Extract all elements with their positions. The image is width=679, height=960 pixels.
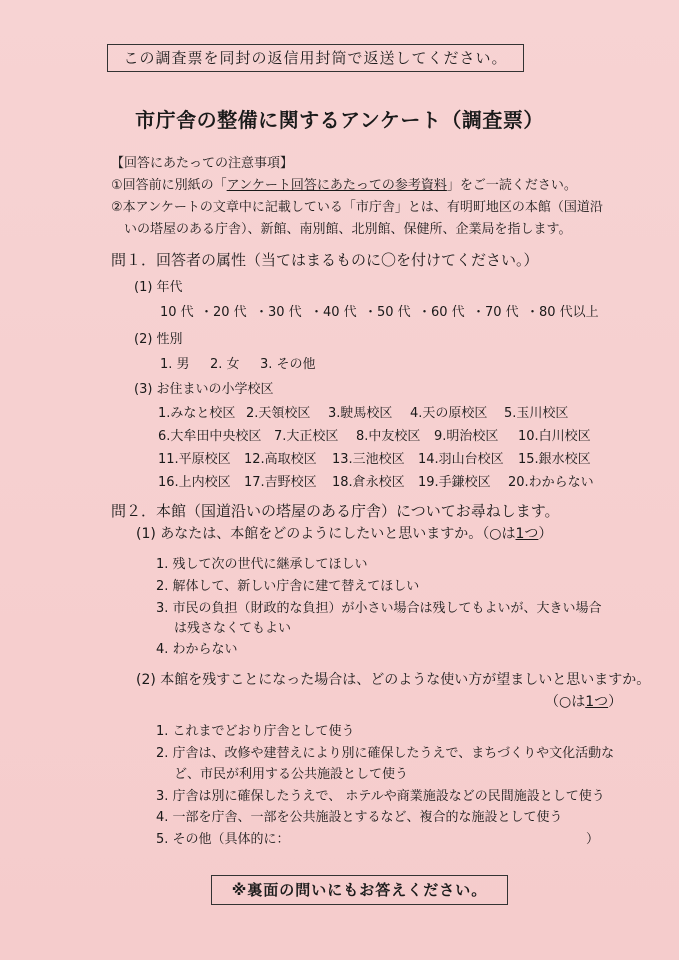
school-option[interactable]: 18.倉永校区: [332, 475, 405, 490]
q2-sub2-note-close: ）: [608, 694, 623, 710]
q2-sub2: (2) 本館を残すことになった場合は、どのような使い方が望ましいと思いますか。: [136, 672, 651, 688]
age-option-6[interactable]: ・70 代: [472, 305, 519, 320]
school-option[interactable]: 20.わからない: [508, 475, 594, 490]
school-option[interactable]: 6.大牟田中央校区: [158, 429, 262, 444]
q2-sub2-option[interactable]: 2. 庁舎は、改修や建替えにより別に確保したうえで、まちづくりや文化活動な: [156, 746, 615, 761]
school-option[interactable]: 5.玉川校区: [504, 406, 569, 421]
q2-sub1-option[interactable]: 2. 解体して、新しい庁舎に建て替えてほしい: [156, 579, 420, 594]
school-option[interactable]: 8.中友校区: [356, 429, 421, 444]
return-notice-box: この調査票を同封の返信用封筒で返送してください。: [107, 44, 524, 72]
school-option[interactable]: 13.三池校区: [332, 452, 405, 467]
age-option-2[interactable]: ・30 代: [255, 305, 302, 320]
q2-sub1-count: 1つ: [515, 526, 539, 542]
q2-sub1-text: (1) あなたは、本館をどのようにしたいと思いますか。（○は: [136, 526, 516, 542]
q2-sub1-close: ）: [538, 526, 553, 542]
school-option[interactable]: 2.天領校区: [246, 406, 311, 421]
q2-sub2-option-other[interactable]: 5. その他（具体的に：: [156, 832, 290, 847]
school-option[interactable]: 19.手鎌校区: [418, 475, 491, 490]
age-option-1[interactable]: ・20 代: [200, 305, 247, 320]
q2-sub2-option-cont: ど、市民が利用する公共施設として使う: [174, 767, 409, 782]
notes-heading: 【回答にあたっての注意事項】: [111, 156, 294, 171]
q2-sub2-option[interactable]: 3. 庁舎は別に確保したうえで、 ホテルや商業施設などの民間施設として使う: [156, 789, 605, 804]
gender-option-1[interactable]: 2. 女: [210, 357, 240, 372]
q2-sub1-option-cont: は残さなくてもよい: [174, 621, 292, 636]
note-1-reference: アンケート回答にあたっての参考資料: [226, 178, 447, 193]
note-1: [111, 174, 577, 193]
q1-school-label: (3) お住まいの小学校区: [134, 382, 274, 397]
school-option[interactable]: 16.上内校区: [158, 475, 231, 490]
gender-option-2[interactable]: 3. その他: [260, 357, 316, 372]
q1-gender-label: (2) 性別: [134, 332, 183, 347]
school-option[interactable]: 10.白川校区: [518, 429, 591, 444]
school-option[interactable]: 11.平原校区: [158, 452, 231, 467]
q2-sub1-option[interactable]: 4. わからない: [156, 642, 238, 657]
school-option[interactable]: 1.みなと校区: [158, 406, 236, 421]
note-1-start: ①回答前に別紙の「: [111, 178, 227, 193]
q2-heading: 問２．本館（国道沿いの塔屋のある庁舎）についてお尋ねします。: [111, 502, 560, 520]
age-option-4[interactable]: ・50 代: [364, 305, 411, 320]
school-option[interactable]: 15.銀水校区: [518, 452, 591, 467]
school-option[interactable]: 17.吉野校区: [244, 475, 317, 490]
q2-sub1: [136, 523, 552, 543]
q1-heading: 問１．回答者の属性（当てはまるものに〇を付けてください。）: [111, 251, 539, 269]
q2-sub2-option[interactable]: 1. これまでどおり庁舎として使う: [156, 724, 355, 739]
school-option[interactable]: 9.明治校区: [434, 429, 499, 444]
q2-sub1-option[interactable]: 3. 市民の負担（財政的な負担）が小さい場合は残してもよいが、大きい場合: [156, 601, 602, 616]
school-option[interactable]: 14.羽山台校区: [418, 452, 504, 467]
q2-sub2-note: [545, 691, 622, 711]
note-2-line2: いの塔屋のある庁舎）、新館、南別館、北別館、保健所、企業局を指します。: [124, 222, 572, 237]
q2-sub2-option[interactable]: 4. 一部を庁舎、一部を公共施設とするなど、複合的な施設として使う: [156, 810, 563, 825]
age-option-3[interactable]: ・40 代: [310, 305, 357, 320]
q1-age-label: (1) 年代: [134, 280, 183, 295]
age-option-7[interactable]: ・80 代以上: [526, 305, 599, 320]
age-option-0[interactable]: 10 代: [160, 305, 194, 320]
back-page-notice: ※裏面の問いにもお答えください。: [211, 875, 508, 905]
school-option[interactable]: 3.駛馬校区: [328, 406, 393, 421]
note-1-end: 」をご一読ください。: [446, 178, 577, 193]
school-option[interactable]: 7.大正校区: [274, 429, 339, 444]
school-option[interactable]: 4.天の原校区: [410, 406, 488, 421]
gender-option-0[interactable]: 1. 男: [160, 357, 190, 372]
note-2-line1: ②本アンケートの文章中に記載している「市庁舎」とは、有明町地区の本館（国道沿: [111, 200, 603, 215]
other-close-paren: ）: [586, 832, 600, 847]
q2-sub2-note-open: （○は: [545, 694, 586, 710]
school-option[interactable]: 12.高取校区: [244, 452, 317, 467]
age-option-5[interactable]: ・60 代: [418, 305, 465, 320]
survey-title: 市庁舎の整備に関するアンケート（調査票）: [135, 108, 544, 132]
q2-sub1-option[interactable]: 1. 残して次の世代に継承してほしい: [156, 557, 368, 572]
q2-sub2-count: 1つ: [585, 694, 609, 710]
